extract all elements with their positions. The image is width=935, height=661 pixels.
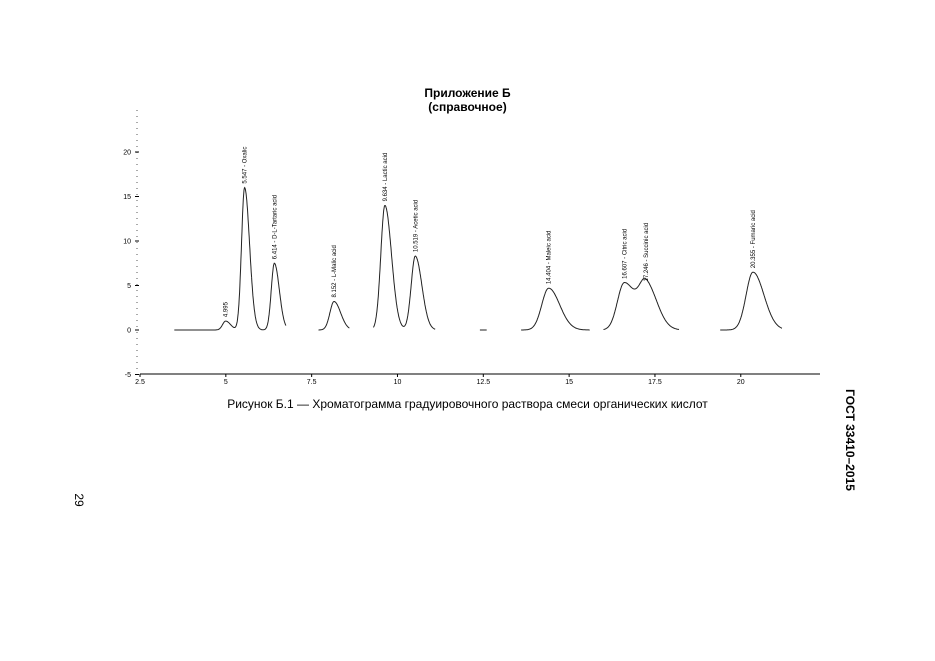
y-tick-label: -5 [124,372,131,379]
x-tick-label: 5 [223,379,228,386]
x-tick-label: 17.5 [648,379,662,386]
peak-label: 9.634 - Lactic acid [382,152,389,202]
peak-label: 5.547 - Oxalic [242,146,249,184]
chromatogram-trace [604,278,680,329]
chromatogram-trace [521,288,590,330]
x-tick-label: 20 [736,379,745,386]
chromatogram-trace [720,272,782,330]
y-tick-label: 10 [123,238,131,246]
peak-label: 14.404 - Maleic acid [546,230,553,285]
x-tick-label: 10 [393,379,402,386]
chromatogram-trace-layer [174,188,782,330]
x-tick-label: 12.5 [476,379,491,386]
peak-labels [224,147,757,318]
y-tick-label: 15 [123,194,131,201]
chromatogram-trace [252,263,286,330]
peak-label: 4.995 [223,302,230,318]
y-tick-label: 5 [127,283,131,290]
chromatogram-trace [319,302,350,331]
peak-label: 16.607 - Citric acid [622,228,629,279]
chromatogram-trace [373,206,435,330]
chart-ticks [123,150,745,387]
chart-axes [137,110,820,374]
x-tick-label: 7.5 [306,379,317,386]
y-tick-label: 0 [127,327,131,335]
peak-label: 20.355 - Fumaric acid [750,210,757,269]
page-number: 29 [72,493,86,507]
appendix-subtitle: (справочное) [428,100,507,114]
y-tick-label: 20 [123,149,131,157]
x-tick-label: 15 [565,379,574,386]
peak-label: 8.152 - L-Malic acid [332,245,339,298]
chromatogram-trace [174,188,251,330]
peak-label: 17.246 - Succinic acid [644,222,651,282]
x-tick-label: 2.5 [135,379,145,386]
standard-designation: ГОСТ 33410–2015 [843,389,857,491]
figure-caption: Рисунок Б.1 — Хроматограмма градуировочного раствора смеси органических кислот [227,397,708,411]
peak-label: 6.414 - D-L-Tartaric acid [272,194,279,260]
peak-label: 10.519 - Acetic acid [413,199,420,253]
appendix-title: Приложение Б [424,86,511,100]
